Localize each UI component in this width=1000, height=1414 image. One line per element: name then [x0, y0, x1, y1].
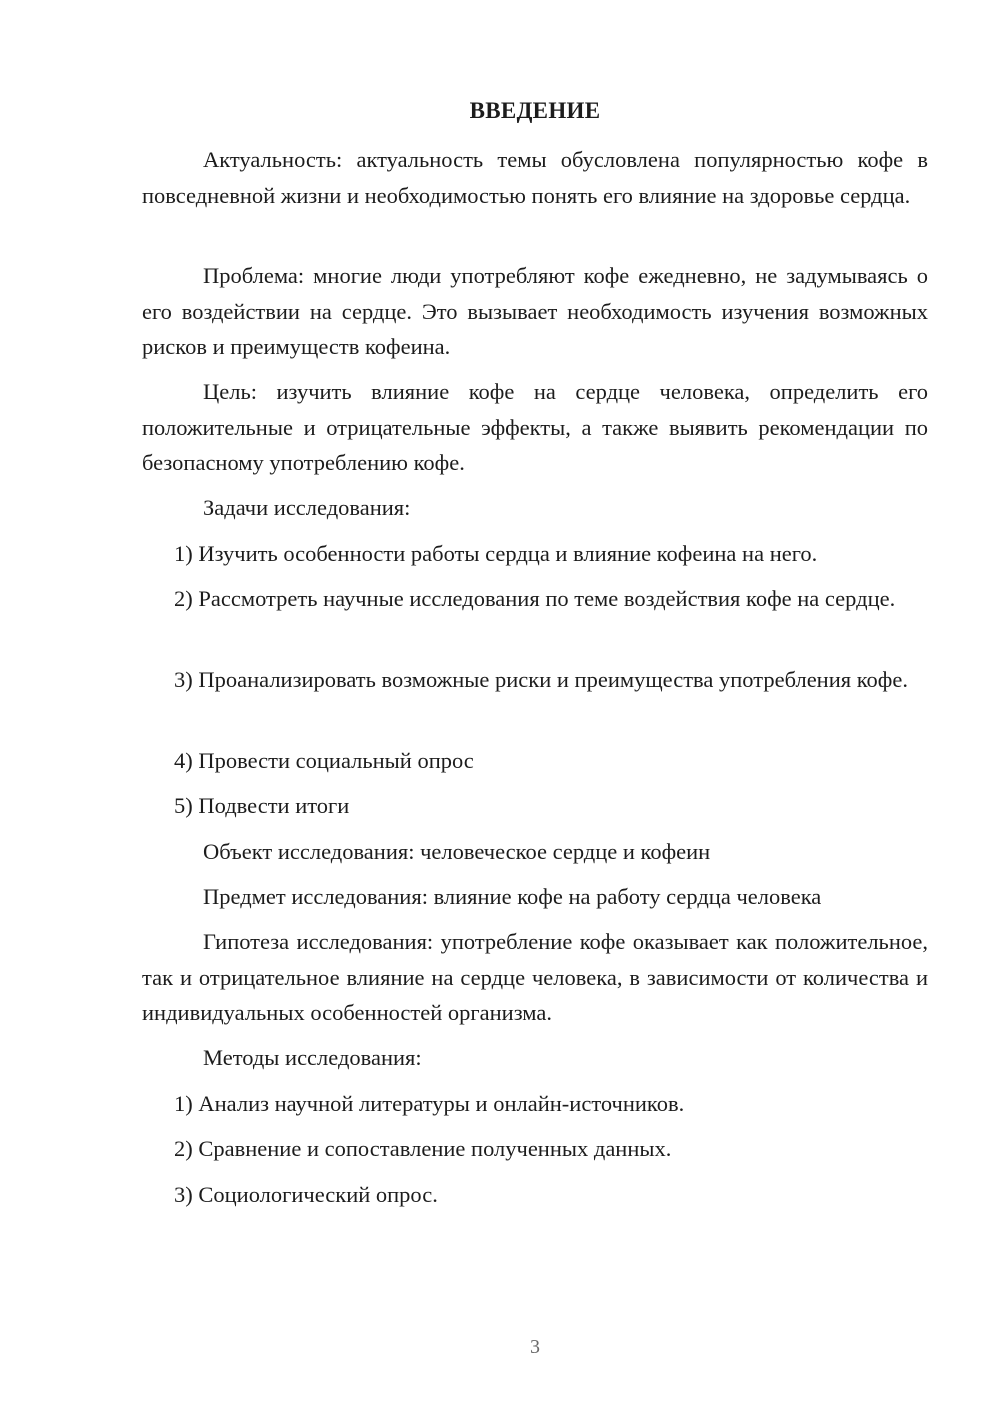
method-item-3: 3) Социологический опрос. — [174, 1182, 438, 1207]
methods-heading: Методы исследования: — [203, 1045, 422, 1070]
method-item-1: 1) Анализ научной литературы и онлайн-источников. — [174, 1091, 685, 1116]
research-subject: Предмет исследования: влияние кофе на работу сердца человека — [203, 884, 822, 909]
relevance-paragraph: Актуальность: актуальность темы обусловлена популярностью кофе в повседневной жизни и необходимостью понять его влияние на здоровье сердца. — [142, 147, 928, 208]
method-item-2: 2) Сравнение и сопоставление полученных данных. — [174, 1136, 672, 1161]
task-item-4: 4) Провести социальный опрос — [174, 748, 474, 773]
hypothesis-paragraph: Гипотеза исследования: употребление кофе оказывает как положительное, так и отрицательное влияние на сердце человека, в зависимости от количества и индивидуальных особенностей организма. — [142, 929, 928, 1025]
task-item-2: 2) Рассмотреть научные исследования по теме воздействия кофе на сердце. — [174, 586, 896, 611]
page-number: 3 — [530, 1336, 540, 1358]
task-item-3: 3) Проанализировать возможные риски и преимущества употребления кофе. — [174, 667, 908, 692]
page-title: ВВЕДЕНИЕ — [469, 98, 601, 123]
goal-paragraph: Цель: изучить влияние кофе на сердце человека, определить его положительные и отрицательные эффекты, а также выявить рекомендации по безопасному употреблению кофе. — [142, 379, 928, 475]
task-item-1: 1) Изучить особенности работы сердца и влияние кофеина на него. — [174, 541, 818, 566]
problem-paragraph: Проблема: многие люди употребляют кофе ежедневно, не задумываясь о его воздействии на сердце. Это вызывает необходимость изучения возможных рисков и преимуществ кофеина. — [142, 263, 928, 359]
research-object: Объект исследования: человеческое сердце и кофеин — [203, 839, 711, 864]
tasks-heading: Задачи исследования: — [203, 495, 411, 520]
task-item-5: 5) Подвести итоги — [174, 793, 350, 818]
